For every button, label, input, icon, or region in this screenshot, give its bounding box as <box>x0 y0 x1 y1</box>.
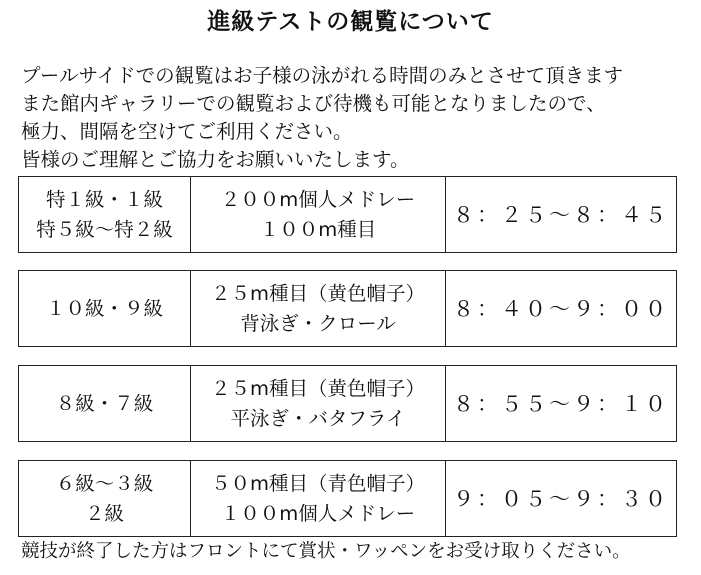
event-label: ５０m種目（青色帽子） <box>211 471 425 495</box>
event-cell <box>191 271 446 346</box>
intro-line: また館内ギャラリーでの観覧および待機も可能となりましたので、 <box>21 92 606 115</box>
grade-cell <box>19 271 191 346</box>
grade-label: ６級～３級 <box>55 471 154 495</box>
grade-cell <box>19 461 191 536</box>
event-cell <box>191 366 446 441</box>
footer-note: 競技が終了した方はフロントにて賞状・ワッペンをお受け取りください。 <box>21 541 631 562</box>
grade-label: 特１級・１級 <box>45 187 163 211</box>
event-label: ２５m種目（黄色帽子） <box>211 281 425 305</box>
event-cell <box>191 177 446 252</box>
grade-label: ２級 <box>84 501 124 525</box>
intro-line: プールサイドでの観覧はお子様の泳がれる時間のみとさせて頂きます <box>21 64 624 87</box>
event-label: 平泳ぎ・バタフライ <box>230 406 406 430</box>
page-title: 進級テストの観覧について <box>207 9 494 35</box>
schedule-row <box>18 365 677 442</box>
grade-label: １０級・９級 <box>45 296 163 320</box>
time-cell: ８：４０～９：００ <box>453 296 669 321</box>
schedule-row <box>18 270 677 347</box>
schedule-row <box>18 460 677 537</box>
time-cell: ８：５５～９：１０ <box>453 391 669 416</box>
event-cell <box>191 461 446 536</box>
time-cell: ８：２５～８：４５ <box>453 202 669 227</box>
event-label: １００m種目 <box>259 217 377 241</box>
event-label: 背泳ぎ・クロール <box>240 311 396 335</box>
schedule-row <box>18 176 677 253</box>
grade-cell <box>19 177 191 252</box>
intro-line: 皆様のご理解とご協力をお願いいたします。 <box>21 148 410 171</box>
grade-label: ８級・７級 <box>55 391 154 415</box>
event-label: ２００m個人メドレー <box>220 187 416 211</box>
intro-text <box>21 62 623 174</box>
grade-cell <box>19 366 191 441</box>
intro-line: 極力、間隔を空けてご利用ください。 <box>21 120 353 143</box>
grade-label: 特５級～特２級 <box>36 217 173 241</box>
time-cell: ９：０５～９：３０ <box>453 486 669 511</box>
event-label: １００m個人メドレー <box>220 501 416 525</box>
event-label: ２５m種目（黄色帽子） <box>211 376 425 400</box>
